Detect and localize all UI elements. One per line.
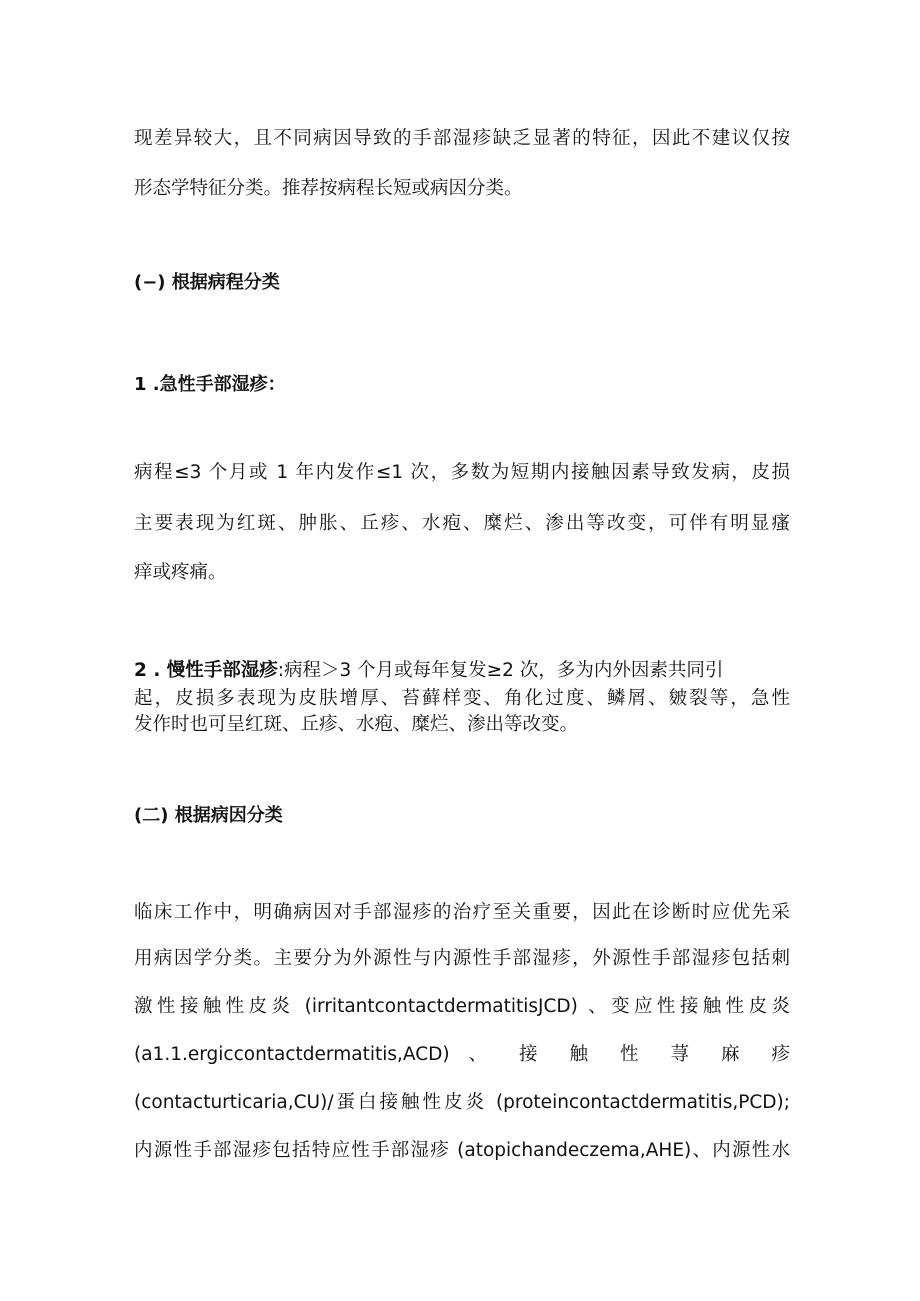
chronic-line-1 [134,658,790,684]
heading-by-cause: (二) 根据病因分类 [134,805,283,826]
acute-line-1: 病程≤3 个月或 1 年内发作≤1 次，多数为短期内接触因素导致发病，皮损 [134,462,790,483]
cause-line-5: (contacturticaria,CU)/蛋白接触性皮炎 (proteincontactdermatitis,PCD); [134,1092,790,1113]
chronic-line-3: 发作时也可呈红斑、丘疹、水疱、糜烂、渗出等改变。 [134,714,579,735]
cause-line-1: 临床工作中，明确病因对手部湿疹的治疗至关重要，因此在诊断时应优先采 [134,902,790,923]
cause-line-4: (a1.1.ergiccontactdermatitis,ACD) 、 接 触 性 荨 麻 疹 [134,1044,790,1065]
chronic-line-1-text: :病程＞3 个月或每年复发≥2 次，多为内外因素共同引 [277,660,724,681]
acute-title: 1 .急性手部湿疹： [134,374,286,395]
cause-line-2: 用病因学分类。主要分为外源性与内源性手部湿疹，外源性手部湿疹包括刺 [134,948,790,969]
intro-line-2: 形态学特征分类。推荐按病程长短或病因分类。 [134,178,523,199]
intro-line-1: 现差异较大，且不同病因导致的手部湿疹缺乏显著的特征，因此不建议仅按 [134,128,790,149]
cause-line-3: 激性接触性皮炎 (irritantcontactdermatitisJCD) 、变应性接触性皮炎 [134,996,790,1017]
chronic-line-2: 起，皮损多表现为皮肤增厚、苔藓样变、角化过度、鳞屑、皴裂等，急性 [134,688,790,709]
chronic-title: 2 . 慢性手部湿疹 [134,660,278,681]
acute-line-3: 痒或疼痛。 [134,562,227,583]
heading-by-course: (−) 根据病程分类 [134,272,280,293]
cause-line-6: 内源性手部湿疹包括特应性手部湿疹 (atopichandeczema,AHE)、内源性水 [134,1140,790,1161]
acute-line-2: 主要表现为红斑、肿胀、丘疹、水疱、糜烂、渗出等改变，可伴有明显瘙 [134,513,790,534]
